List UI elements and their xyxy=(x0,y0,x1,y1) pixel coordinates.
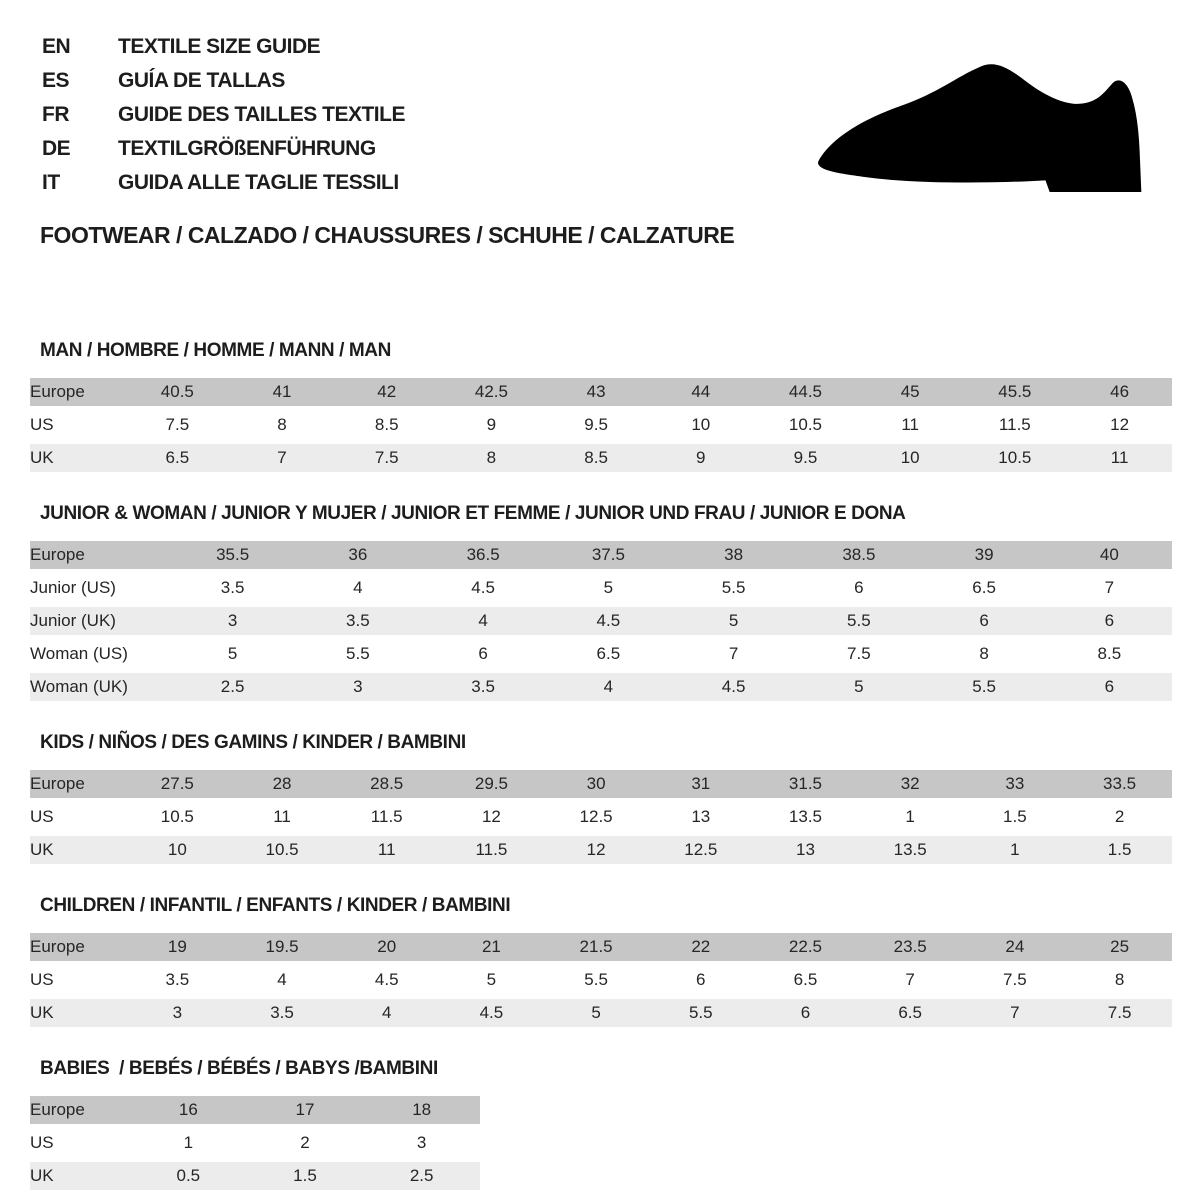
size-cell: 7 xyxy=(230,444,335,472)
row-label: Europe xyxy=(30,933,125,961)
language-code: IT xyxy=(42,171,60,194)
size-cell: 10.5 xyxy=(230,836,335,864)
size-cell: 6 xyxy=(1047,607,1172,635)
size-cell: 6 xyxy=(1047,673,1172,701)
size-cell: 42.5 xyxy=(439,378,544,406)
size-cell: 6 xyxy=(753,999,858,1027)
size-cell: 5 xyxy=(170,640,295,668)
row-label: UK xyxy=(30,836,125,864)
row-label: Junior (UK) xyxy=(30,607,170,635)
language-row xyxy=(42,98,405,132)
size-cell: 36.5 xyxy=(421,541,546,569)
language-code: FR xyxy=(42,103,69,126)
size-cell: 8 xyxy=(922,640,1047,668)
size-cell: 3.5 xyxy=(421,673,546,701)
row-label: US xyxy=(30,966,125,994)
size-cell: 1.5 xyxy=(1067,836,1172,864)
size-cell: 8.5 xyxy=(1047,640,1172,668)
table-row xyxy=(30,999,1172,1027)
language-code: DE xyxy=(42,137,71,160)
size-cell: 2 xyxy=(1067,803,1172,831)
row-label: US xyxy=(30,1129,130,1157)
size-cell: 8 xyxy=(1067,966,1172,994)
size-cell: 3.5 xyxy=(125,966,230,994)
row-label: US xyxy=(30,411,125,439)
table-row xyxy=(30,444,1172,472)
language-code: EN xyxy=(42,35,71,58)
guide-title: GUIDA ALLE TAGLIE TESSILI xyxy=(118,171,399,194)
table-row xyxy=(30,803,1172,831)
size-cell: 11.5 xyxy=(439,836,544,864)
size-cell: 17 xyxy=(247,1096,364,1124)
size-cell: 5 xyxy=(439,966,544,994)
section-title: JUNIOR & WOMAN / JUNIOR Y MUJER / JUNIOR ET FEMME / JUNIOR UND FRAU / JUNIOR E DONA xyxy=(40,503,906,524)
table-row xyxy=(30,1162,480,1190)
size-cell: 7.5 xyxy=(963,966,1068,994)
table-row xyxy=(30,770,1172,798)
section-man xyxy=(30,340,1172,477)
size-cell: 11 xyxy=(230,803,335,831)
size-cell: 6 xyxy=(421,640,546,668)
size-cell: 6 xyxy=(648,966,753,994)
size-cell: 7.5 xyxy=(1067,999,1172,1027)
row-label: Woman (UK) xyxy=(30,673,170,701)
guide-title: GUÍA DE TALLAS xyxy=(118,69,285,92)
size-cell: 13 xyxy=(753,836,858,864)
size-cell: 3 xyxy=(295,673,420,701)
table-row xyxy=(30,541,1172,569)
size-cell: 2.5 xyxy=(170,673,295,701)
size-cell: 5 xyxy=(671,607,796,635)
size-cell: 8.5 xyxy=(544,444,649,472)
size-cell: 1 xyxy=(963,836,1068,864)
row-label: UK xyxy=(30,1162,130,1190)
size-cell: 5 xyxy=(796,673,921,701)
size-cell: 4.5 xyxy=(334,966,439,994)
size-cell: 13 xyxy=(648,803,753,831)
size-cell: 27.5 xyxy=(125,770,230,798)
size-cell: 23.5 xyxy=(858,933,963,961)
size-cell: 5 xyxy=(544,999,649,1027)
section-title: MAN / HOMBRE / HOMME / MANN / MAN xyxy=(40,340,391,361)
row-label: Europe xyxy=(30,378,125,406)
size-table xyxy=(30,928,1172,1032)
size-cell: 4 xyxy=(421,607,546,635)
size-cell: 10.5 xyxy=(753,411,858,439)
size-cell: 10 xyxy=(858,444,963,472)
size-table xyxy=(30,765,1172,869)
row-label: UK xyxy=(30,999,125,1027)
size-cell: 7.5 xyxy=(125,411,230,439)
size-tables xyxy=(30,340,1172,1200)
size-cell: 12 xyxy=(544,836,649,864)
size-cell: 22.5 xyxy=(753,933,858,961)
size-cell: 1.5 xyxy=(247,1162,364,1190)
size-cell: 2 xyxy=(247,1129,364,1157)
size-cell: 4 xyxy=(295,574,420,602)
size-cell: 21 xyxy=(439,933,544,961)
section-children xyxy=(30,895,1172,1032)
size-cell: 5.5 xyxy=(544,966,649,994)
size-cell: 10.5 xyxy=(125,803,230,831)
size-cell: 6 xyxy=(796,574,921,602)
size-cell: 13.5 xyxy=(753,803,858,831)
guide-title: TEXTILGRÖßENFÜHRUNG xyxy=(118,137,376,160)
language-code: ES xyxy=(42,69,70,92)
size-cell: 19 xyxy=(125,933,230,961)
size-cell: 38.5 xyxy=(796,541,921,569)
size-cell: 1.5 xyxy=(963,803,1068,831)
size-cell: 18 xyxy=(363,1096,480,1124)
row-label: UK xyxy=(30,444,125,472)
size-cell: 5.5 xyxy=(671,574,796,602)
table-row xyxy=(30,411,1172,439)
size-cell: 3 xyxy=(125,999,230,1027)
row-label: US xyxy=(30,803,125,831)
size-cell: 44 xyxy=(648,378,753,406)
size-cell: 12.5 xyxy=(648,836,753,864)
size-cell: 28.5 xyxy=(334,770,439,798)
size-cell: 45 xyxy=(858,378,963,406)
row-label: Junior (US) xyxy=(30,574,170,602)
size-cell: 19.5 xyxy=(230,933,335,961)
shoe-silhouette-icon xyxy=(798,52,1148,202)
size-cell: 8 xyxy=(230,411,335,439)
size-cell: 4.5 xyxy=(439,999,544,1027)
size-cell: 9 xyxy=(439,411,544,439)
size-cell: 8 xyxy=(439,444,544,472)
size-cell: 40.5 xyxy=(125,378,230,406)
size-table xyxy=(30,536,1172,706)
size-cell: 24 xyxy=(963,933,1068,961)
language-row xyxy=(42,64,405,98)
size-cell: 35.5 xyxy=(170,541,295,569)
size-cell: 7 xyxy=(1047,574,1172,602)
size-cell: 2.5 xyxy=(363,1162,480,1190)
size-cell: 11 xyxy=(334,836,439,864)
size-cell: 40 xyxy=(1047,541,1172,569)
size-cell: 3.5 xyxy=(230,999,335,1027)
size-cell: 31 xyxy=(648,770,753,798)
size-cell: 12 xyxy=(1067,411,1172,439)
size-cell: 25 xyxy=(1067,933,1172,961)
size-cell: 11.5 xyxy=(963,411,1068,439)
section-title: CHILDREN / INFANTIL / ENFANTS / KINDER / BAMBINI xyxy=(40,895,511,916)
size-cell: 3.5 xyxy=(295,607,420,635)
size-cell: 6.5 xyxy=(546,640,671,668)
size-cell: 10 xyxy=(648,411,753,439)
section-title: BABIES / BEBÉS / BÉBÉS / BABYS /BAMBINI xyxy=(40,1058,438,1079)
row-label: Europe xyxy=(30,1096,130,1124)
language-row xyxy=(42,30,405,64)
size-cell: 21.5 xyxy=(544,933,649,961)
size-cell: 45.5 xyxy=(963,378,1068,406)
size-cell: 5.5 xyxy=(796,607,921,635)
size-cell: 9.5 xyxy=(544,411,649,439)
section-kids xyxy=(30,732,1172,869)
size-cell: 12 xyxy=(439,803,544,831)
size-cell: 9 xyxy=(648,444,753,472)
size-cell: 0.5 xyxy=(130,1162,247,1190)
size-cell: 4.5 xyxy=(546,607,671,635)
table-row xyxy=(30,966,1172,994)
size-cell: 43 xyxy=(544,378,649,406)
size-cell: 30 xyxy=(544,770,649,798)
section-babies xyxy=(30,1058,1172,1195)
table-row xyxy=(30,607,1172,635)
size-cell: 5 xyxy=(546,574,671,602)
size-cell: 5.5 xyxy=(295,640,420,668)
size-cell: 1 xyxy=(858,803,963,831)
size-cell: 6 xyxy=(922,607,1047,635)
size-cell: 13.5 xyxy=(858,836,963,864)
size-cell: 5.5 xyxy=(648,999,753,1027)
size-cell: 3 xyxy=(363,1129,480,1157)
size-cell: 31.5 xyxy=(753,770,858,798)
size-cell: 4.5 xyxy=(671,673,796,701)
guide-title: TEXTILE SIZE GUIDE xyxy=(118,35,321,58)
category-line: FOOTWEAR / CALZADO / CHAUSSURES / SCHUHE / CALZATURE xyxy=(40,222,735,248)
language-row xyxy=(42,132,405,166)
size-cell: 7.5 xyxy=(334,444,439,472)
size-cell: 6.5 xyxy=(125,444,230,472)
table-row xyxy=(30,574,1172,602)
size-cell: 16 xyxy=(130,1096,247,1124)
size-cell: 42 xyxy=(334,378,439,406)
row-label: Woman (US) xyxy=(30,640,170,668)
size-cell: 22 xyxy=(648,933,753,961)
size-cell: 33.5 xyxy=(1067,770,1172,798)
size-cell: 1 xyxy=(130,1129,247,1157)
size-cell: 46 xyxy=(1067,378,1172,406)
size-table xyxy=(30,373,1172,477)
size-cell: 5.5 xyxy=(922,673,1047,701)
size-cell: 4 xyxy=(546,673,671,701)
table-row xyxy=(30,640,1172,668)
size-cell: 3.5 xyxy=(170,574,295,602)
table-row xyxy=(30,1129,480,1157)
size-cell: 11 xyxy=(1067,444,1172,472)
size-cell: 7.5 xyxy=(796,640,921,668)
section-junior-woman xyxy=(30,503,1172,706)
size-cell: 10 xyxy=(125,836,230,864)
row-label: Europe xyxy=(30,770,125,798)
language-title-block xyxy=(42,30,405,200)
table-row xyxy=(30,836,1172,864)
size-cell: 33 xyxy=(963,770,1068,798)
table-row xyxy=(30,378,1172,406)
row-label: Europe xyxy=(30,541,170,569)
size-cell: 12.5 xyxy=(544,803,649,831)
section-title: KIDS / NIÑOS / DES GAMINS / KINDER / BAMBINI xyxy=(40,732,466,753)
guide-title: GUIDE DES TAILLES TEXTILE xyxy=(118,103,405,126)
size-cell: 7 xyxy=(963,999,1068,1027)
size-cell: 39 xyxy=(922,541,1047,569)
size-cell: 3 xyxy=(170,607,295,635)
size-cell: 20 xyxy=(334,933,439,961)
size-cell: 29.5 xyxy=(439,770,544,798)
table-row xyxy=(30,933,1172,961)
table-row xyxy=(30,1096,480,1124)
size-cell: 4 xyxy=(334,999,439,1027)
size-cell: 8.5 xyxy=(334,411,439,439)
size-cell: 37.5 xyxy=(546,541,671,569)
size-cell: 36 xyxy=(295,541,420,569)
size-cell: 7 xyxy=(858,966,963,994)
size-cell: 10.5 xyxy=(963,444,1068,472)
size-cell: 9.5 xyxy=(753,444,858,472)
table-row xyxy=(30,673,1172,701)
size-cell: 44.5 xyxy=(753,378,858,406)
size-cell: 28 xyxy=(230,770,335,798)
size-cell: 11.5 xyxy=(334,803,439,831)
size-cell: 41 xyxy=(230,378,335,406)
size-cell: 11 xyxy=(858,411,963,439)
size-cell: 4.5 xyxy=(421,574,546,602)
size-cell: 4 xyxy=(230,966,335,994)
size-cell: 38 xyxy=(671,541,796,569)
size-cell: 7 xyxy=(671,640,796,668)
size-cell: 6.5 xyxy=(753,966,858,994)
language-row xyxy=(42,166,405,200)
size-cell: 32 xyxy=(858,770,963,798)
size-cell: 6.5 xyxy=(858,999,963,1027)
size-cell: 6.5 xyxy=(922,574,1047,602)
size-table xyxy=(30,1091,480,1195)
